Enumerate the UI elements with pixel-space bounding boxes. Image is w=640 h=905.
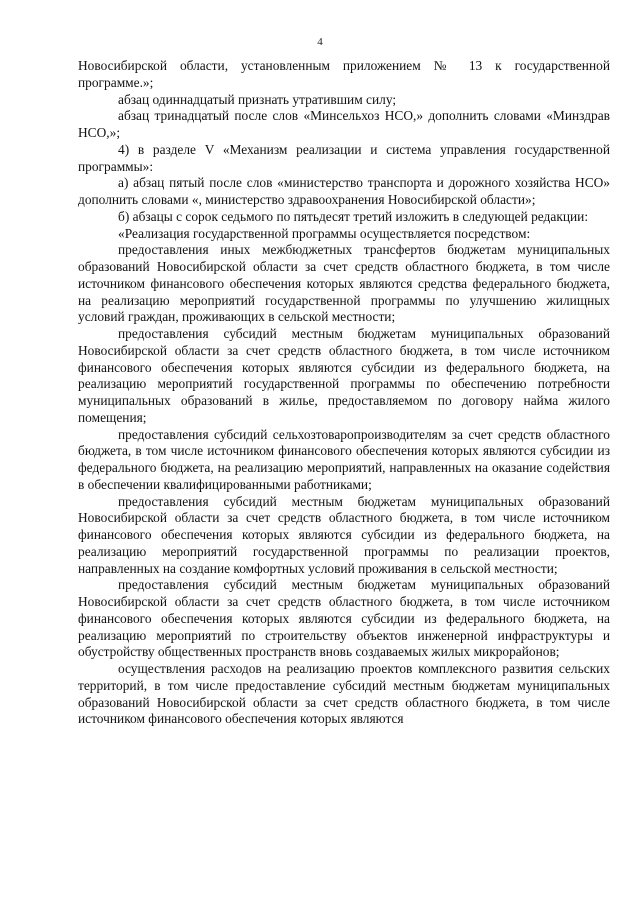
- paragraph: предоставления субсидий местным бюджетам муниципальных образований Новосибирской области за счет средств областного бюджета, в том числе источником финансового обеспечения которых являются субсидии из федерального бюджета, на реализацию мероприятий государственной программы по реализации проектов, направленных на создание комфортных условий проживания в сельской местности;: [78, 493, 610, 576]
- paragraph: а) абзац пятый после слов «министерство транспорта и дорожного хозяйства НСО» дополнить словами «, министерство здравоохранения Новосибирской области»;: [78, 175, 610, 207]
- paragraph: 4) в разделе V «Механизм реализации и система управления государственной программы»:: [78, 141, 610, 174]
- paragraph: абзац одиннадцатый признать утратившим силу;: [118, 91, 397, 107]
- paragraph: Новосибирской области, установленным приложением № 13 к государственной программе.»;: [78, 58, 610, 90]
- paragraph: предоставления субсидий сельхозтоваропроизводителям за счет средств областного бюджета, в том числе источником финансового обеспечения которых являются субсидии из федерального бюджета, на реализацию мероприятий, направленных на оказание содействия в обеспечении квалифицированными работниками;: [78, 426, 610, 492]
- document-body: [78, 58, 610, 728]
- paragraph: осуществления расходов на реализацию проектов комплексного развития сельских территорий, в том числе предоставление субсидий местным бюджетам муниципальных образований Новосибирской области за счет средств областного бюджета, в том числе источником финансового обеспечения которых являются: [78, 661, 610, 727]
- paragraph: «Реализация государственной программы осуществляется посредством:: [118, 225, 531, 241]
- paragraph: предоставления субсидий местным бюджетам муниципальных образований Новосибирской области за счет средств областного бюджета, в том числе источником финансового обеспечения которых являются субсидии из федерального бюджета, на реализацию мероприятий государственной программы по обеспечению потребности муниципальных образований в жилье, предоставляемом по договору найма жилого помещения;: [78, 326, 610, 425]
- paragraph: предоставления иных межбюджетных трансфертов бюджетам муниципальных образований Новосибирской области за счет средств областного бюджета, в том числе источником финансового обеспечения которых являются средства федерального бюджета, на реализацию мероприятий государственной программы по улучшению жилищных условий граждан, проживающих в сельской местности;: [78, 242, 610, 325]
- paragraph: б) абзацы с сорок седьмого по пятьдесят третий изложить в следующей редакции:: [118, 208, 589, 224]
- page-number: 4: [317, 36, 323, 48]
- paragraph: абзац тринадцатый после слов «Минсельхоз НСО,» дополнить словами «Минздрав НСО,»;: [78, 108, 610, 140]
- paragraph: предоставления субсидий местным бюджетам муниципальных образований Новосибирской области за счет средств областного бюджета, в том числе источником финансового обеспечения которых являются субсидии из федерального бюджета, на реализацию мероприятий по строительству объектов инженерной инфраструктуры и обустройству общественных пространств вновь создаваемых жилых микрорайонов;: [78, 577, 610, 660]
